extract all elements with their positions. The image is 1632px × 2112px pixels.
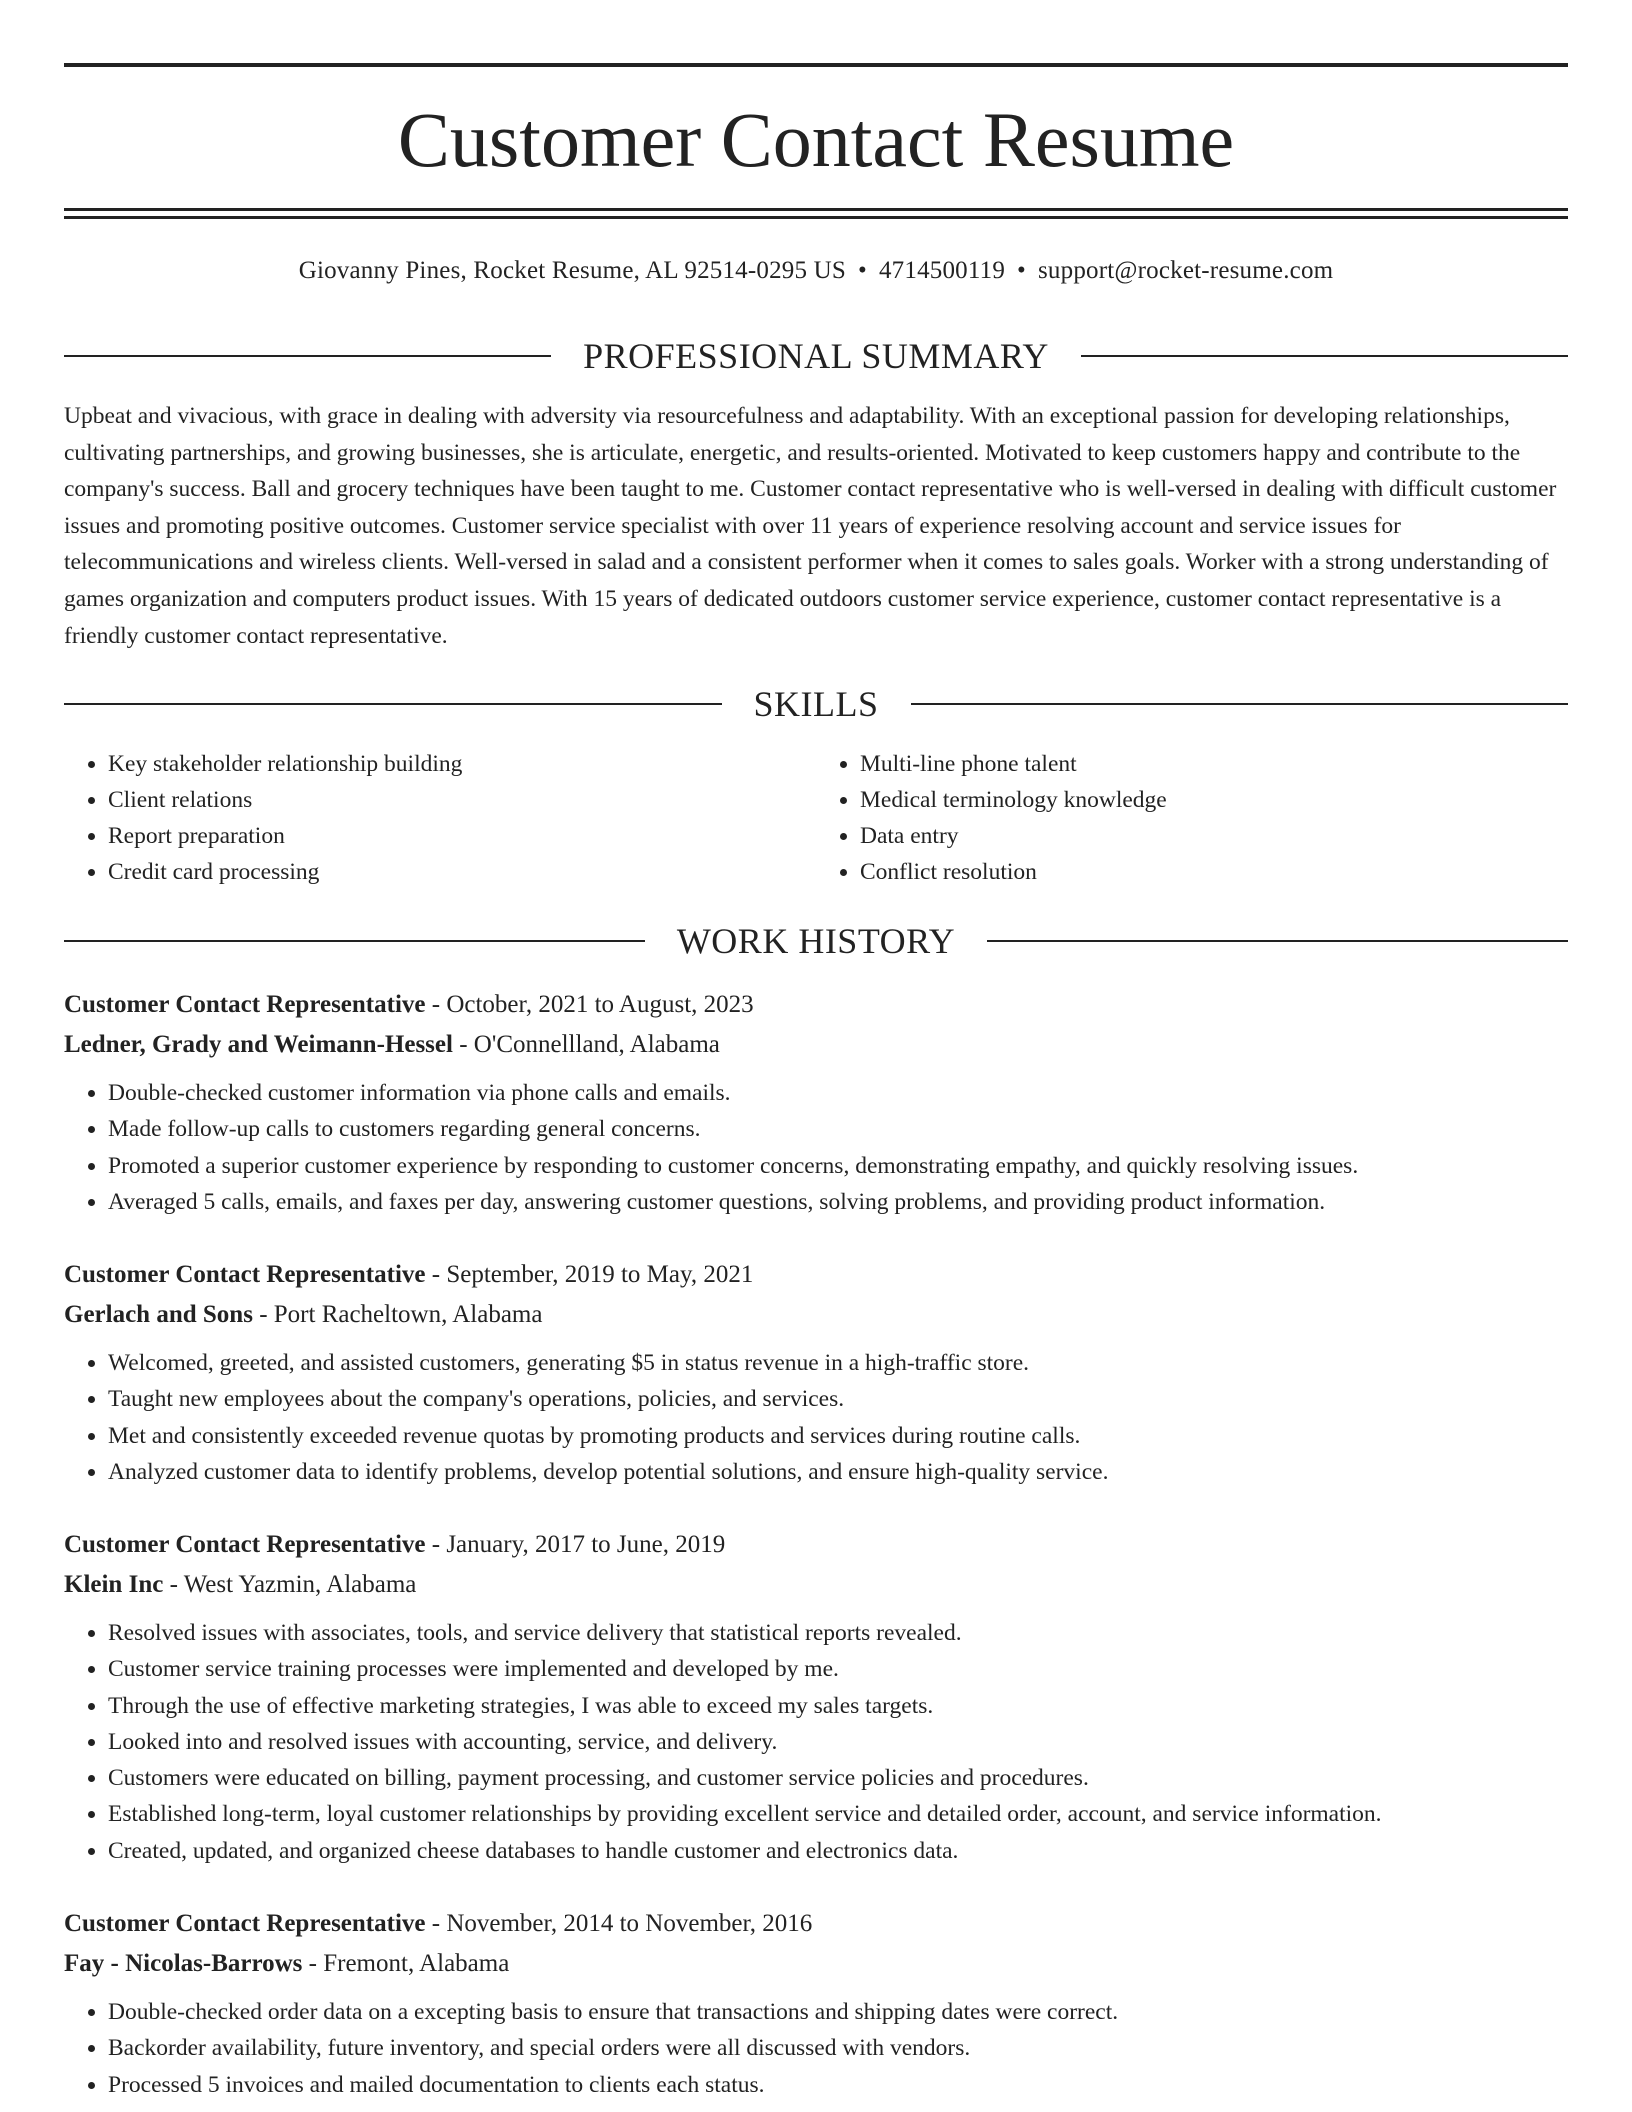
heading-rule	[64, 355, 551, 357]
heading-rule	[911, 703, 1569, 705]
title-double-rule	[64, 208, 1568, 219]
job-bullet: • Through the use of effective marketing strategies, I was able to exceed my sales targets.	[108, 1688, 1568, 1724]
heading-rule	[1081, 355, 1568, 357]
job-title: Customer Contact Representative	[64, 991, 426, 1018]
job-company: Fay - Nicolas-Barrows	[64, 1950, 303, 1977]
job-bullets	[64, 1615, 1568, 1869]
job-bullet: • Averaged 5 calls, emails, and faxes per day, answering customer questions, solving problems, and providing product information.	[108, 1184, 1568, 1220]
job-company-line	[64, 1944, 1568, 1984]
job-bullet: • Taught new employees about the company's operations, policies, and services.	[108, 1381, 1568, 1417]
job-location: - Port Racheltown, Alabama	[252, 1301, 543, 1328]
skills-column-left	[64, 746, 816, 890]
section-title: SKILLS	[753, 684, 879, 724]
skill-item: • Report preparation	[108, 818, 816, 854]
job-bullet: • Created, updated, and organized cheese databases to handle customer and electronics data.	[108, 1833, 1568, 1869]
job-title-line	[64, 985, 1568, 1025]
job-bullets	[64, 1075, 1568, 1220]
job-title-line	[64, 1525, 1568, 1565]
skill-item: • Multi-line phone talent	[860, 746, 1568, 782]
job-dates: - September, 2019 to May, 2021	[425, 1261, 754, 1288]
contact-phone: 4714500119	[878, 257, 1006, 284]
job-location: - Fremont, Alabama	[302, 1950, 510, 1977]
top-rule	[64, 63, 1568, 67]
summary-text: Upbeat and vivacious, with grace in dealing with adversity via resourcefulness and adaptability. With an exceptional passion for developing relationships, cultivating partnerships, and growing businesses, she is articulate, energetic, and results-oriented. Motivated to keep customers happy and contribute to the company's success. Ball and grocery techniques have been taught to me. Customer contact representative who is well-versed in dealing with difficult customer issues and promoting positive outcomes. Customer service specialist with over 11 years of experience resolving account and service issues for telecommunications and wireless clients. Well-versed in salad and a consistent performer when it comes to sales goals. Worker with a strong understanding of games organization and computers product issues. With 15 years of dedicated outdoors customer service experience, customer contact representative is a friendly customer contact representative.	[64, 403, 1557, 649]
job-bullet: • Backorder availability, future inventory, and special orders were all discussed with vendors.	[108, 2030, 1568, 2066]
page-title: Customer Contact Resume	[397, 96, 1235, 183]
skill-item: • Key stakeholder relationship building	[108, 746, 816, 782]
job-bullet: • Made follow-up calls to customers regarding general concerns.	[108, 1111, 1568, 1147]
job-company-line	[64, 1565, 1568, 1605]
skills-list	[64, 746, 1568, 890]
heading-rule	[987, 940, 1568, 942]
skill-item: • Medical terminology knowledge	[860, 782, 1568, 818]
job-entry	[64, 1525, 1568, 1869]
job-bullet: • Met and consistently exceeded revenue quotas by promoting products and services during routine calls.	[108, 1418, 1568, 1454]
job-bullet: • Double-checked order data on a excepting basis to ensure that transactions and shipping dates were correct.	[108, 1994, 1568, 2030]
section-heading-summary	[64, 334, 1568, 378]
skill-item: • Conflict resolution	[860, 854, 1568, 890]
heading-rule	[64, 703, 722, 705]
job-company: Klein Inc	[64, 1571, 164, 1598]
job-bullet: • Welcomed, greeted, and assisted customers, generating $5 in status revenue in a high-traffic store.	[108, 1345, 1568, 1381]
job-dates: - October, 2021 to August, 2023	[425, 991, 754, 1018]
contact-line	[64, 254, 1568, 288]
job-title: Customer Contact Representative	[64, 1910, 426, 1937]
skills-column-right	[816, 746, 1568, 890]
section-heading-skills	[64, 682, 1568, 726]
skill-item: • Client relations	[108, 782, 816, 818]
job-title: Customer Contact Representative	[64, 1261, 426, 1288]
contact-email[interactable]: support@rocket-resume.com	[1038, 257, 1334, 284]
section-title: WORK HISTORY	[676, 921, 956, 961]
job-company-line	[64, 1025, 1568, 1065]
job-bullet: • Resolved issues with associates, tools, and service delivery that statistical reports revealed.	[108, 1615, 1568, 1651]
job-bullet: • Double-checked customer information via phone calls and emails.	[108, 1075, 1568, 1111]
skill-item: • Credit card processing	[108, 854, 816, 890]
job-bullet: • Promoted a superior customer experience by responding to customer concerns, demonstrating empathy, and quickly resolving issues.	[108, 1148, 1568, 1184]
job-bullet: • Customer service training processes were implemented and developed by me.	[108, 1651, 1568, 1687]
job-dates: - January, 2017 to June, 2019	[425, 1531, 726, 1558]
heading-rule	[64, 940, 645, 942]
job-company: Gerlach and Sons	[64, 1301, 253, 1328]
job-bullet: • Looked into and resolved issues with accounting, service, and delivery.	[108, 1724, 1568, 1760]
job-location: - West Yazmin, Alabama	[163, 1571, 417, 1598]
job-location: - O'Connellland, Alabama	[452, 1031, 720, 1058]
job-title: Customer Contact Representative	[64, 1531, 426, 1558]
job-bullet: • Analyzed customer data to identify problems, develop potential solutions, and ensure high-quality service.	[108, 1454, 1568, 1490]
section-heading-work	[64, 919, 1568, 963]
job-entry	[64, 1904, 1568, 2103]
job-bullet: • Customers were educated on billing, payment processing, and customer service policies and procedures.	[108, 1760, 1568, 1796]
job-bullets	[64, 1994, 1568, 2103]
section-title: PROFESSIONAL SUMMARY	[583, 336, 1049, 376]
contact-separator: •	[858, 257, 867, 284]
job-bullets	[64, 1345, 1568, 1490]
job-title-line	[64, 1904, 1568, 1944]
job-company-line	[64, 1295, 1568, 1335]
contact-address: Giovanny Pines, Rocket Resume, AL 92514-0295 US	[298, 257, 847, 284]
contact-separator: •	[1017, 257, 1026, 284]
job-bullet: • Processed 5 invoices and mailed documentation to clients each status.	[108, 2067, 1568, 2103]
job-bullet: • Established long-term, loyal customer relationships by providing excellent service and detailed order, account, and service information.	[108, 1796, 1568, 1832]
job-title-line	[64, 1255, 1568, 1295]
job-entry	[64, 1255, 1568, 1490]
job-company: Ledner, Grady and Weimann-Hessel	[64, 1031, 453, 1058]
job-entry	[64, 985, 1568, 1220]
skill-item: • Data entry	[860, 818, 1568, 854]
job-dates: - November, 2014 to November, 2016	[425, 1910, 813, 1937]
